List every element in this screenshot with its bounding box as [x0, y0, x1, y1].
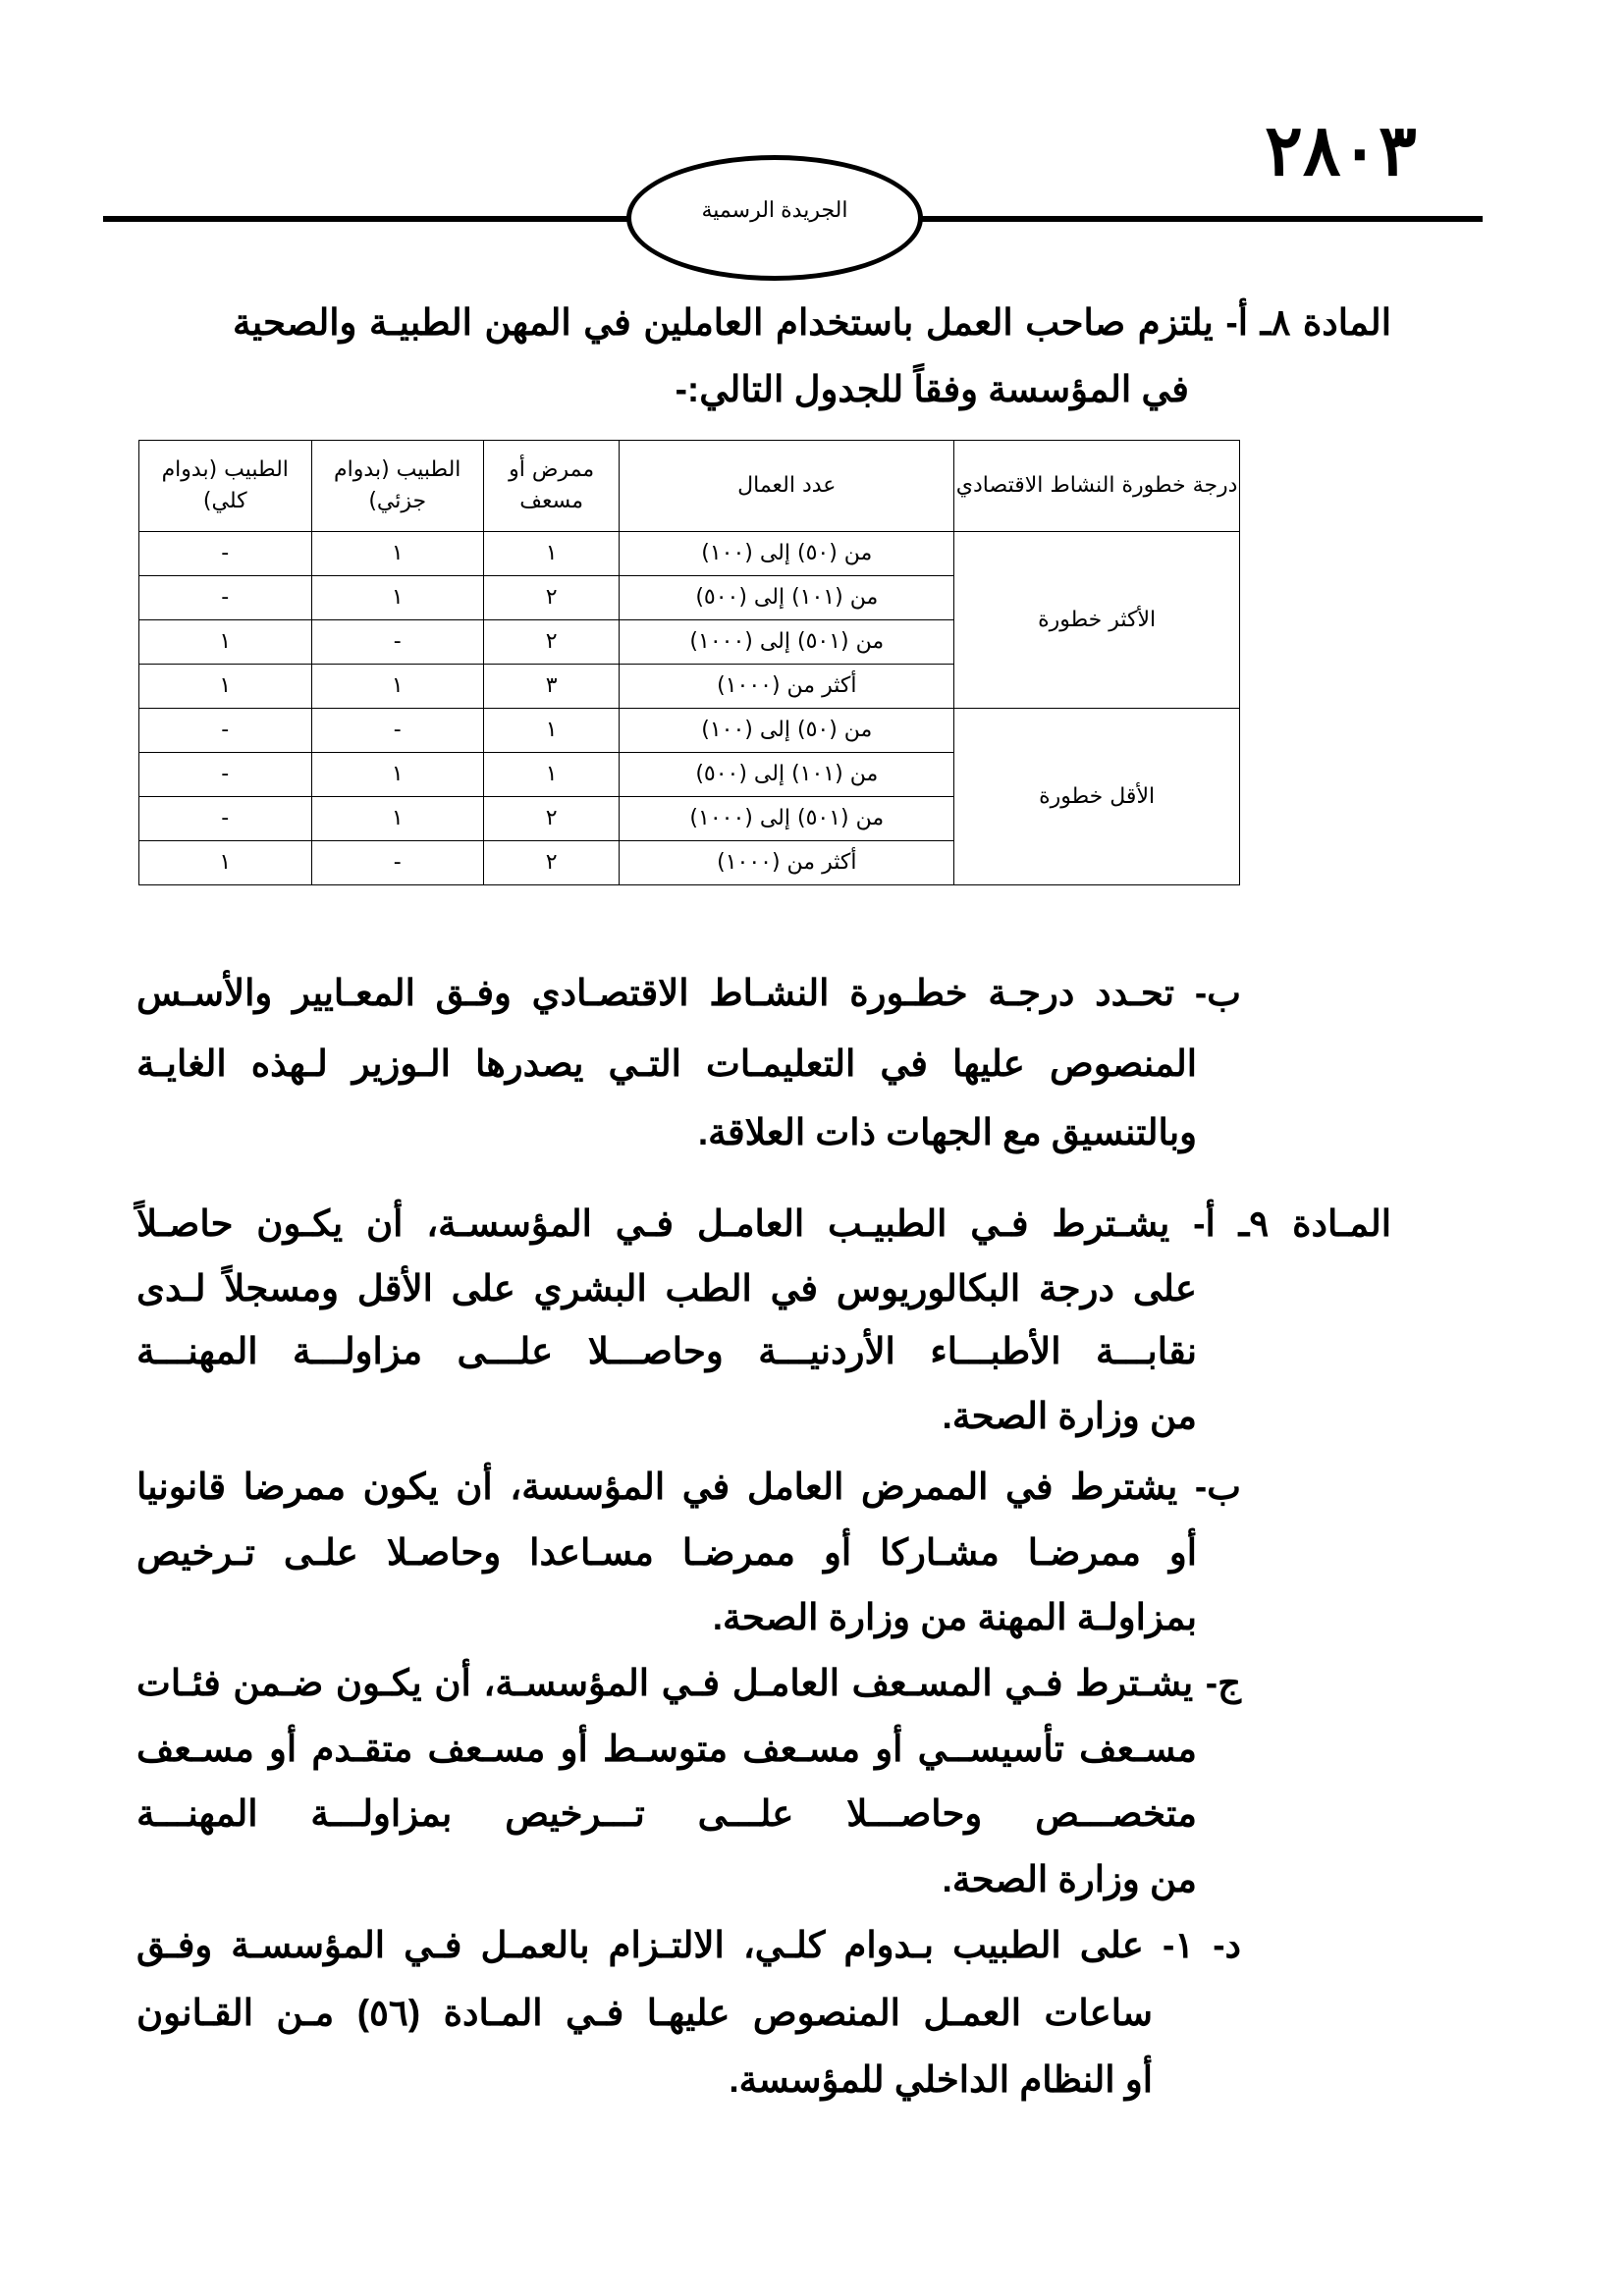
workers-cell: من (٥٠١) إلى (١٠٠٠)	[620, 797, 954, 841]
workers-cell: أكثر من (١٠٠٠)	[620, 665, 954, 709]
article9-para-a-line2: على درجة البكالوريوس في الطب البشري على الأقل ومسجلاً لـدى	[136, 1268, 1197, 1308]
full-time-cell: ١	[139, 841, 312, 885]
nurse-cell: ١	[483, 753, 619, 797]
nurse-cell: ١	[483, 532, 619, 576]
nurse-cell: ٣	[483, 665, 619, 709]
article9-para-d-line3: أو النظام الداخلي للمؤسسة.	[729, 2059, 1153, 2100]
nurse-cell: ٢	[483, 576, 619, 620]
article8-para-b-line3: وبالتنسيق مع الجهات ذات العلاقة.	[697, 1112, 1197, 1152]
article9-para-a-line4: من وزارة الصحة.	[942, 1396, 1197, 1436]
article9-para-d-line2: ساعات العمـل المنصوص عليهـا فـي المـادة (٥٦) مـن القـانون	[136, 1993, 1153, 2033]
header-doctor-part-time: الطبيب (بدوام جزئي)	[311, 441, 483, 532]
article9-para-b-line3: بمزاولـة المهنة من وزارة الصحة.	[712, 1597, 1197, 1637]
nurse-cell: ٢	[483, 841, 619, 885]
part-time-cell: ١	[311, 797, 483, 841]
article9-para-b-line2: أو ممرضـا مشـاركا أو ممرضـا مسـاعدا وحاصـلا علـى تـرخيص	[136, 1532, 1197, 1573]
part-time-cell: -	[311, 709, 483, 753]
full-time-cell: ١	[139, 620, 312, 665]
workers-cell: من (٥٠) إلى (١٠٠)	[620, 532, 954, 576]
article9-para-c-line1: ج- يشـترط فـي المسـعف العامـل فـي المؤسسـة، أن يكـون ضـمن فئـات	[136, 1663, 1241, 1703]
workers-cell: من (١٠١) إلى (٥٠٠)	[620, 576, 954, 620]
table-header-row	[139, 441, 1240, 532]
article8-line1: المادة ٨ـ أ- يلتزم صاحب العمل باستخدام العاملين في المهن الطبيـة والصحية	[233, 302, 1391, 343]
header-risk-degree: درجة خطورة النشاط الاقتصادي	[954, 441, 1240, 532]
full-time-cell: -	[139, 753, 312, 797]
header-nurse: ممرض أو مسعف	[483, 441, 619, 532]
article9-para-a-line3: نقابـــة الأطبـــاء الأردنيـــة وحاصـــلا علـــى مزاولـــة المهنـــة	[136, 1331, 1197, 1371]
workers-cell: من (٥٠١) إلى (١٠٠٠)	[620, 620, 954, 665]
article9-para-c-line4: من وزارة الصحة.	[942, 1859, 1197, 1899]
article9-para-d-line1: د- ١- على الطبيب بـدوام كلـي، الالتـزام بالعمـل فـي المؤسسـة وفـق	[136, 1925, 1241, 1965]
article9-para-a-line1: المـادة ٩ـ أ- يشـترط فـي الطبيـب العامـل فـي المؤسسـة، أن يكـون حاصـلاً	[136, 1203, 1392, 1244]
header-workers-count: عدد العمال	[620, 441, 954, 532]
part-time-cell: -	[311, 841, 483, 885]
full-time-cell: -	[139, 532, 312, 576]
part-time-cell: ١	[311, 665, 483, 709]
nurse-cell: ١	[483, 709, 619, 753]
full-time-cell: -	[139, 797, 312, 841]
part-time-cell: ١	[311, 532, 483, 576]
part-time-cell: -	[311, 620, 483, 665]
part-time-cell: ١	[311, 753, 483, 797]
article9-para-b-line1: ب- يشترط في الممرض العامل في المؤسسة، أن يكون ممرضا قانونيا	[136, 1467, 1241, 1507]
article8-para-b-line2: المنصوص عليها في التعليمـات التـي يصدرها الـوزير لـهذه الغايـة	[136, 1043, 1197, 1084]
article9-para-c-line2: مسـعف تأسيســي أو مسـعف متوسـط أو مسـعف متقـدم أو مسـعف	[136, 1729, 1197, 1769]
article9-para-c-line3: متخصـــص وحاصـــلا علـــى تـــرخيص بمزاولـــة المهنـــة	[136, 1793, 1197, 1834]
part-time-cell: ١	[311, 576, 483, 620]
header-doctor-full-time: الطبيب (بدوام كلي)	[139, 441, 312, 532]
nurse-cell: ٢	[483, 620, 619, 665]
full-time-cell: -	[139, 576, 312, 620]
workers-cell: أكثر من (١٠٠٠)	[620, 841, 954, 885]
full-time-cell: -	[139, 709, 312, 753]
table-row	[139, 532, 1240, 576]
publication-name: الجريدة الرسمية	[701, 197, 848, 222]
nurse-cell: ٢	[483, 797, 619, 841]
article8-para-b-line1: ب- تحـدد درجـة خطـورة النشـاط الاقتصـادي وفـق المعـايير والأسـس	[136, 973, 1241, 1013]
workers-cell: من (١٠١) إلى (٥٠٠)	[620, 753, 954, 797]
risk-group-label: الأقل خطورة	[954, 709, 1240, 885]
full-time-cell: ١	[139, 665, 312, 709]
workers-cell: من (٥٠) إلى (١٠٠)	[620, 709, 954, 753]
table-row	[139, 709, 1240, 753]
article8-line2: في المؤسسة وفقاً للجدول التالي:-	[675, 369, 1189, 409]
header-oval	[626, 155, 923, 281]
page-number: ٢٨٠٣	[1265, 112, 1417, 190]
staffing-table	[138, 440, 1240, 885]
risk-group-label: الأكثر خطورة	[954, 532, 1240, 709]
